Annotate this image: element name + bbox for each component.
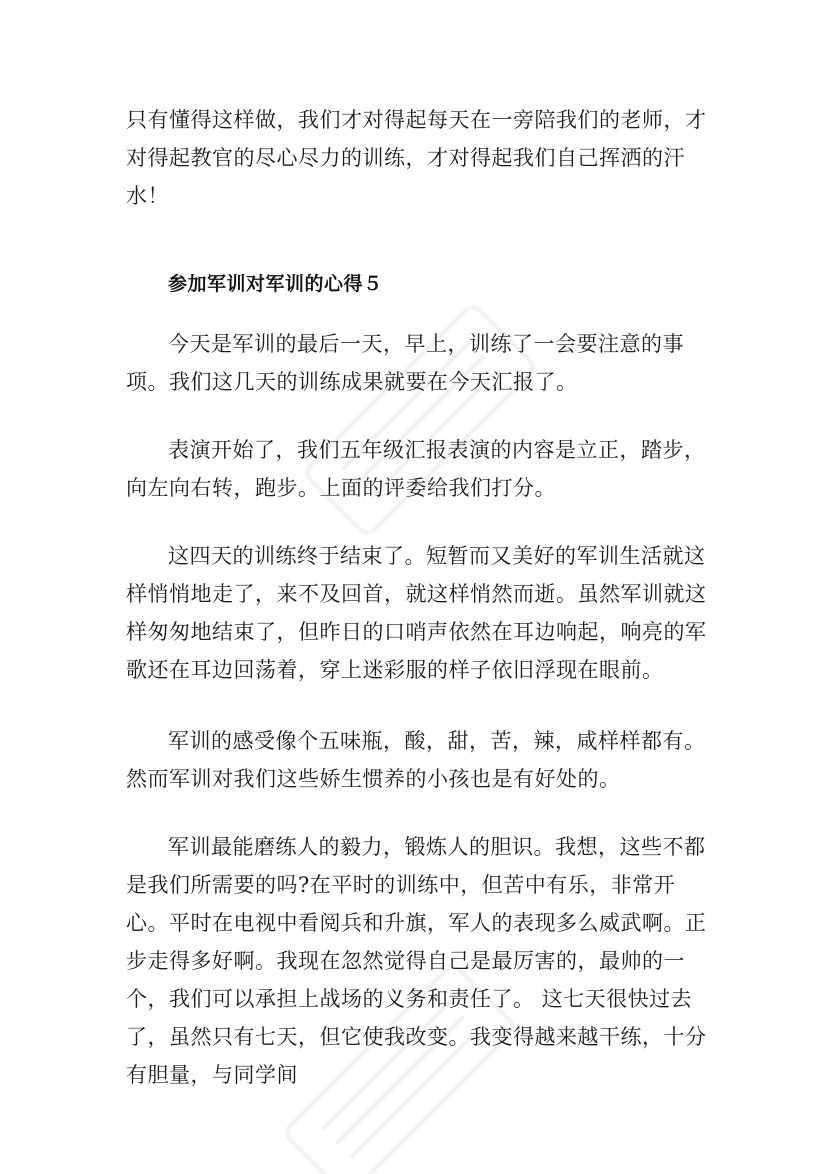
body-paragraph-2: 表演开始了，我们五年级汇报表演的内容是立正，踏步，向左向右转，跑步。上面的评委给我们打分。 [126,438,706,500]
intro-paragraph: 只有懂得这样做，我们才对得起每天在一旁陪我们的老师，才对得起教官的尽心尽力的训练，才对得起我们自己挥洒的汗水！ [126,108,707,208]
body-paragraph-1: 今天是军训的最后一天，早上，训练了一会要注意的事项。我们这几天的训练成果就要在今天汇报了。 [126,332,684,394]
body-paragraph-3: 这四天的训练终于结束了。短暂而又美好的军训生活就这样悄悄地走了，来不及回首，就这样悄然而逝。虽然军训就这样匆匆地结束了，但昨日的口哨声依然在耳边响起，响亮的军歌还在耳边回荡着，穿上迷彩服的样子依旧浮现在眼前。 [126,544,707,682]
section-heading: 参加军训对军训的心得５ [168,273,383,295]
body-paragraph-4: 军训的感受像个五味瓶，酸，甜，苦，辣，咸样样都有。然而军训对我们这些娇生惯养的小孩也是有好处的。 [126,729,706,791]
body-paragraph-5: 军训最能磨练人的毅力，锻炼人的胆识。我想，这些不都是我们所需要的吗?在平时的训练中，但苦中有乐，非常开心。平时在电视中看阅兵和升旗，军人的表现多么威武啊。正步走得多好啊。我现在忽然觉得自己是最厉害的，最帅的一个，我们可以承担上战场的义务和责任了。 这七天很快过去了，虽然只有七天，但它使我改变。我变得越来越干练，十分有胆量，与同学间 [126,835,707,1087]
